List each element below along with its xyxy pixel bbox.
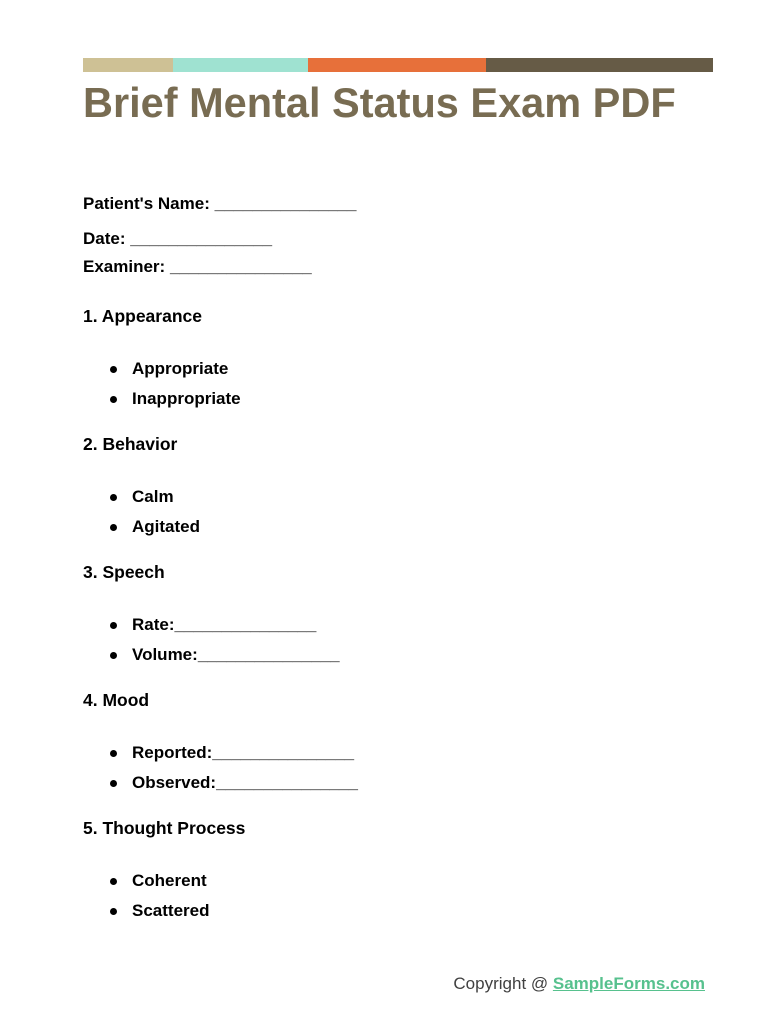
section-speech	[83, 562, 713, 665]
bullet-label: Scattered	[132, 900, 210, 920]
field-blank: _______________	[169, 257, 312, 276]
bullet-label: Reported:	[132, 743, 213, 762]
list-item	[83, 389, 713, 409]
section-heading: 3. Speech	[83, 562, 165, 582]
accent-segment-teal	[173, 58, 308, 72]
footer-link[interactable]: SampleForms.com	[552, 974, 705, 993]
list-item	[83, 359, 713, 379]
bullet-list	[83, 487, 713, 537]
accent-segment-tan	[83, 58, 173, 72]
copyright-text: Copyright @	[453, 974, 549, 993]
bullet-icon	[110, 494, 117, 501]
patient-info-fields	[83, 194, 713, 277]
page-title: Brief Mental Status Exam PDF	[83, 79, 676, 126]
bullet-icon	[110, 652, 117, 659]
bullet-icon	[110, 396, 117, 403]
section-behavior	[83, 434, 713, 537]
bullet-icon	[110, 878, 117, 885]
section-heading: 5. Thought Process	[83, 818, 246, 838]
bullet-label: Calm	[132, 487, 174, 506]
list-item	[83, 871, 713, 891]
bullet-label: Coherent	[132, 871, 207, 890]
list-item	[83, 615, 713, 635]
bullet-label: Observed:	[132, 772, 217, 792]
bullet-label: Rate:	[132, 615, 175, 634]
bullet-label: Appropriate	[132, 359, 229, 378]
field-label: Examiner:	[83, 257, 166, 276]
list-item	[83, 901, 713, 921]
bullet-icon	[110, 750, 117, 757]
bullet-blank: _______________	[212, 743, 355, 762]
section-heading: 4. Mood	[83, 690, 150, 710]
section-appearance	[83, 306, 713, 409]
section-thought-process	[83, 818, 713, 921]
field-blank: _______________	[214, 194, 357, 213]
field-examiner	[83, 257, 713, 277]
section-heading: 1. Appearance	[83, 306, 202, 326]
bullet-list	[83, 871, 713, 921]
bullet-icon	[110, 622, 117, 629]
bullet-list	[83, 615, 713, 665]
bullet-list	[83, 359, 713, 409]
field-date	[83, 229, 713, 249]
top-accent-bar	[83, 58, 713, 72]
accent-segment-orange	[308, 58, 486, 72]
section-heading: 2. Behavior	[83, 434, 178, 454]
field-label: Patient's Name:	[83, 194, 210, 213]
bullet-icon	[110, 908, 117, 915]
bullet-blank: _______________	[216, 772, 358, 792]
section-mood	[83, 690, 713, 793]
accent-segment-brown	[486, 58, 713, 72]
list-item	[83, 517, 713, 537]
bullet-icon	[110, 780, 117, 787]
list-item	[83, 645, 713, 665]
bullet-label: Inappropriate	[132, 388, 241, 408]
bullet-icon	[110, 366, 117, 373]
field-blank: _______________	[130, 229, 273, 248]
list-item	[83, 743, 713, 763]
bullet-list	[83, 743, 713, 793]
field-label: Date:	[83, 229, 126, 248]
bullet-blank: _______________	[197, 644, 340, 664]
footer	[453, 974, 705, 994]
bullet-blank: _______________	[174, 615, 317, 634]
list-item	[83, 487, 713, 507]
field-patient-name	[83, 194, 713, 214]
bullet-label: Agitated	[132, 516, 200, 536]
bullet-icon	[110, 524, 117, 531]
list-item	[83, 773, 713, 793]
bullet-label: Volume:	[132, 644, 198, 664]
